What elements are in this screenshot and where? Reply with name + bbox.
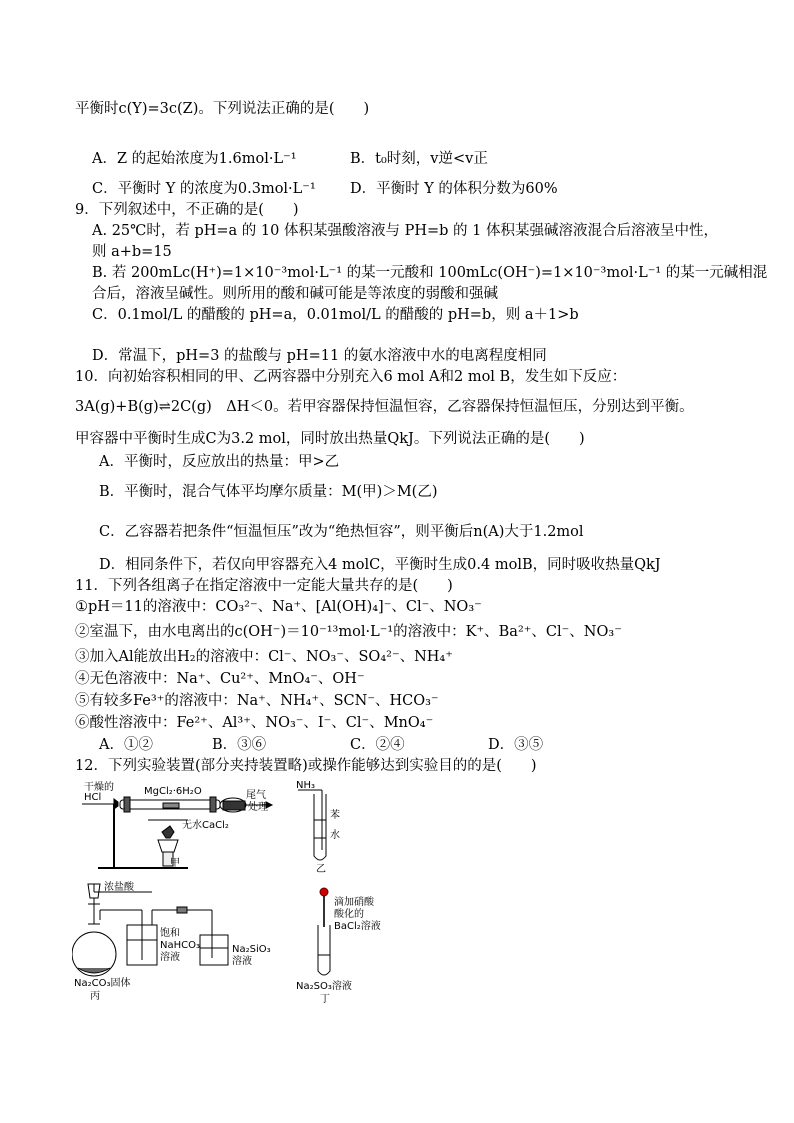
fig-jia-label-tail-gas: 尾气	[246, 790, 266, 801]
q8-option-a: A．Z 的起始浓度为1.6mol·L⁻¹	[92, 151, 297, 167]
apparatus-jia-figure	[78, 780, 293, 872]
test-tube	[318, 925, 330, 975]
q10-option-d: D．相同条件下，若仅向甲容器充入4 molC，平衡时生成0.4 molB，同时吸收热量QkJ	[99, 557, 661, 573]
dropper-bulb	[320, 888, 328, 896]
fig-bing-label-solution-2: 溶液	[232, 956, 252, 967]
fig-jia-label-mgcl2: MgCl₂·6H₂O	[144, 786, 202, 797]
q11-item-2: ②室温下，由水电离出的c(OH⁻)＝10⁻¹³mol·L⁻¹的溶液中：K⁺、Ba²⁺、Cl⁻、NO₃⁻	[75, 624, 622, 640]
q11-option-d: D．③⑤	[488, 737, 544, 753]
fig-bing-caption: 丙	[90, 991, 100, 1002]
q9-stem: 9．下列叙述中，不正确的是( )	[75, 202, 299, 218]
fig-jia-label-dry: 干燥的	[84, 782, 114, 793]
q10-stem-line2: 3A(g)+B(g)⇌2C(g) ΔH＜0。若甲容器保持恒温恒容，乙容器保持恒温恒压，分别达到平衡。	[75, 399, 694, 415]
q11-stem: 11．下列各组离子在指定溶液中一定能大量共存的是( )	[75, 578, 453, 594]
fig-ding-caption: 丁	[320, 994, 330, 1005]
q11-item-3: ③加入Al能放出H₂的溶液中：Cl⁻、NO₃⁻、SO₄²⁻、NH₄⁺	[75, 649, 453, 665]
test-tube	[314, 794, 326, 860]
fig-ding-label-bacl2: BaCl₂溶液	[334, 921, 381, 932]
apparatus-bing-figure	[72, 880, 282, 1005]
fig-yi-label-benzene: 苯	[330, 810, 340, 821]
q11-item-6: ⑥酸性溶液中：Fe²⁺、Al³⁺、NO₃⁻、I⁻、Cl⁻、MnO₄⁻	[75, 715, 434, 731]
q9-option-b-line2: 合后，溶液呈碱性。则所用的酸和碱可能是等浓度的弱酸和强碱	[92, 286, 498, 302]
q12-stem: 12．下列实验装置(部分夹持装置略)或操作能够达到实验目的的是( )	[75, 758, 537, 774]
fig-bing-label-na2co3: Na₂CO₃固体	[74, 978, 131, 989]
q8-option-d: D．平衡时 Y 的体积分数为60%	[350, 181, 558, 197]
flame	[162, 826, 174, 838]
fig-bing-label-saturated: 饱和	[160, 928, 180, 939]
q11-item-4: ④无色溶液中：Na⁺、Cu²⁺、MnO₄⁻、OH⁻	[75, 671, 365, 687]
fig-yi-caption: 乙	[316, 864, 326, 875]
q10-stem-line3: 甲容器中平衡时生成C为3.2 mol，同时放出热量QkJ。下列说法正确的是( )	[75, 431, 585, 447]
q10-stem-line1: 10．向初始容积相同的甲、乙两容器中分别充入6 mol A和2 mol B，发生如下反应：	[75, 369, 627, 385]
fig-jia-label-hcl: HCl	[84, 792, 102, 803]
fig-ding-label-na2so3: Na₂SO₃溶液	[296, 981, 352, 992]
beaker	[200, 935, 228, 965]
fig-bing-label-hcl: 浓盐酸	[104, 882, 134, 893]
fig-yi-label-water: 水	[330, 830, 340, 841]
fig-ding-label-acidified: 酸化的	[334, 909, 364, 920]
apparatus-yi-figure	[292, 780, 352, 875]
q9-option-a-line1: A. 25℃时，若 pH=a 的 10 体积某强酸溶液与 PH=b 的 1 体积某强碱溶液混合后溶液呈中性，	[92, 223, 718, 239]
fig-ding-label-add-nitric: 滴加硝酸	[334, 897, 374, 908]
q10-option-a: A．平衡时，反应放出的热量：甲>乙	[99, 454, 340, 470]
fig-bing-label-nahco3: NaHCO₃	[160, 940, 200, 951]
q10-option-b: B．平衡时，混合气体平均摩尔质量：M(甲)＞M(乙)	[99, 484, 438, 500]
q9-option-d: D．常温下，pH=3 的盐酸与 pH=11 的氨水溶液中水的电离程度相同	[92, 348, 547, 364]
q11-option-a: A．①②	[99, 737, 153, 753]
apparatus-ding-figure	[292, 885, 402, 1005]
q9-option-a-line2: 则 a+b=15	[92, 244, 172, 260]
q8-option-b: B．t₀时刻，v逆<v正	[350, 151, 488, 167]
q9-option-c: C．0.1mol/L 的醋酸的 pH=a，0.01mol/L 的醋酸的 pH=b，则 a＋1>b	[92, 307, 579, 323]
q8-stem-tail: 平衡时c(Y)=3c(Z)。下列说法正确的是( )	[75, 101, 370, 117]
fig-jia-caption: 甲	[170, 858, 180, 869]
q11-item-1: ①pH＝11的溶液中：CO₃²⁻、Na⁺、[Al(OH)₄]⁻、Cl⁻、NO₃⁻	[75, 599, 482, 615]
fig-yi-label-nh3: NH₃	[296, 780, 316, 791]
q11-option-b: B．③⑥	[212, 737, 267, 753]
q9-option-b-line1: B. 若 200mLc(H⁺)=1×10⁻³mol·L⁻¹ 的某一元酸和 100mLc(OH⁻)=1×10⁻³mol·L⁻¹ 的某一元碱相混	[92, 265, 768, 281]
q11-item-5: ⑤有较多Fe³⁺的溶液中：Na⁺、NH₄⁺、SCN⁻、HCO₃⁻	[75, 693, 439, 709]
fig-bing-label-solution-1: 溶液	[160, 952, 180, 963]
fig-jia-label-cacl2: 无水CaCl₂	[182, 820, 229, 831]
q8-option-c: C．平衡时 Y 的浓度为0.3mol·L⁻¹	[92, 181, 316, 197]
fig-jia-label-treatment: 处理	[248, 802, 268, 813]
q10-option-c: C．乙容器若把条件“恒温恒压”改为“绝热恒容”，则平衡后n(A)大于1.2mol	[99, 524, 584, 540]
fig-bing-label-na2sio3: Na₂SiO₃	[232, 944, 271, 955]
q11-option-c: C．②④	[350, 737, 405, 753]
